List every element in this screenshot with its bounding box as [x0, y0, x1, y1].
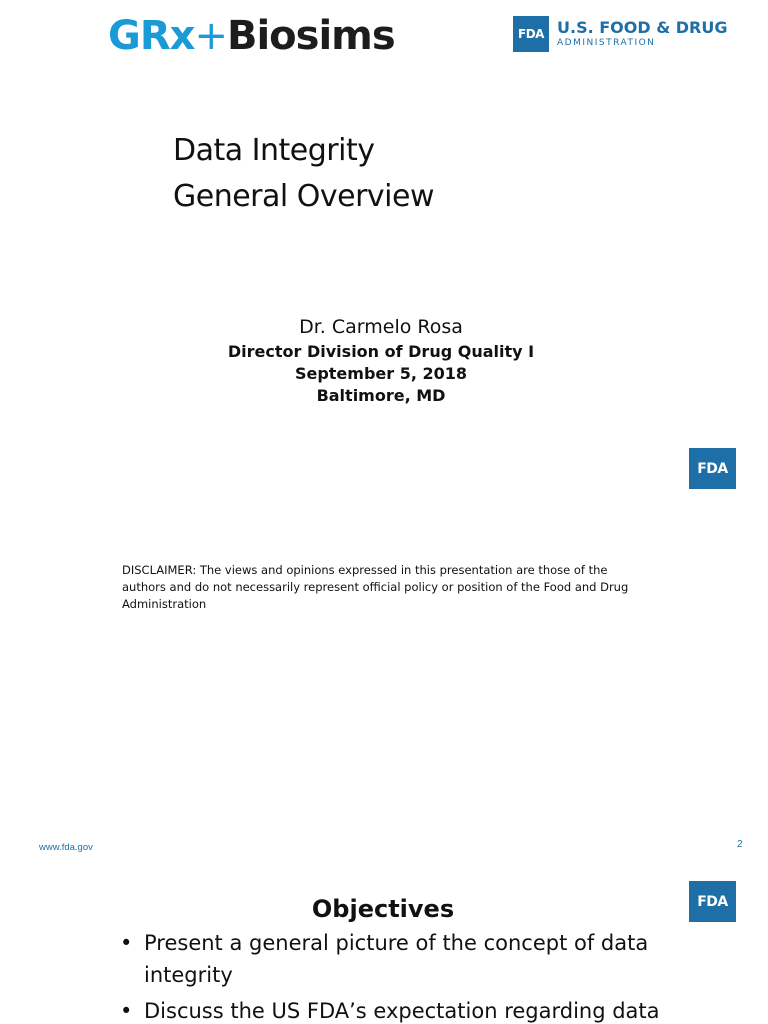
slide-title	[173, 128, 434, 220]
bullet-icon: •	[120, 999, 133, 1023]
fda-logo-icon: FDA	[689, 881, 736, 922]
list-item	[120, 995, 680, 1024]
bullet-text: Present a general picture of the concept of data integrity	[144, 931, 649, 987]
presentation-date: September 5, 2018	[294, 364, 468, 383]
disclaimer-text: DISCLAIMER: The views and opinions expressed in this presentation are those of the authors and do not necessarily represent official policy or position of the Food and Drug Administration	[122, 563, 629, 611]
slide-title-line1: Data Integrity	[173, 133, 375, 168]
agency-name-line2: ADMINISTRATION	[557, 38, 656, 48]
fda-logo-icon: FDA	[513, 16, 549, 52]
presenter-title: Director Division of Drug Quality I	[227, 342, 535, 361]
slide-title-line2: General Overview	[173, 179, 435, 214]
bullet-text: Discuss the US FDA’s expectation regarding data	[144, 999, 660, 1023]
presenter-info	[0, 313, 762, 407]
page-number: 2	[737, 839, 743, 850]
logo-biosims: Biosims	[226, 13, 395, 59]
agency-name-line1: U.S. FOOD & DRUG	[557, 18, 728, 37]
logo-grx: GRx	[108, 13, 195, 59]
logo-plus: +	[194, 13, 227, 59]
fda-header-logo	[513, 16, 727, 52]
presenter-name: Dr. Carmelo Rosa	[299, 316, 463, 338]
presentation-location: Baltimore, MD	[316, 386, 446, 405]
fda-logo-icon: FDA	[689, 448, 736, 489]
list-item	[120, 927, 680, 991]
grx-biosims-logo	[108, 10, 395, 62]
objectives-title: Objectives	[311, 895, 455, 923]
bullet-icon: •	[120, 931, 133, 955]
footer-url-link[interactable]: www.fda.gov	[39, 842, 93, 853]
fda-agency-name	[557, 20, 727, 48]
objectives-list	[120, 927, 680, 1024]
